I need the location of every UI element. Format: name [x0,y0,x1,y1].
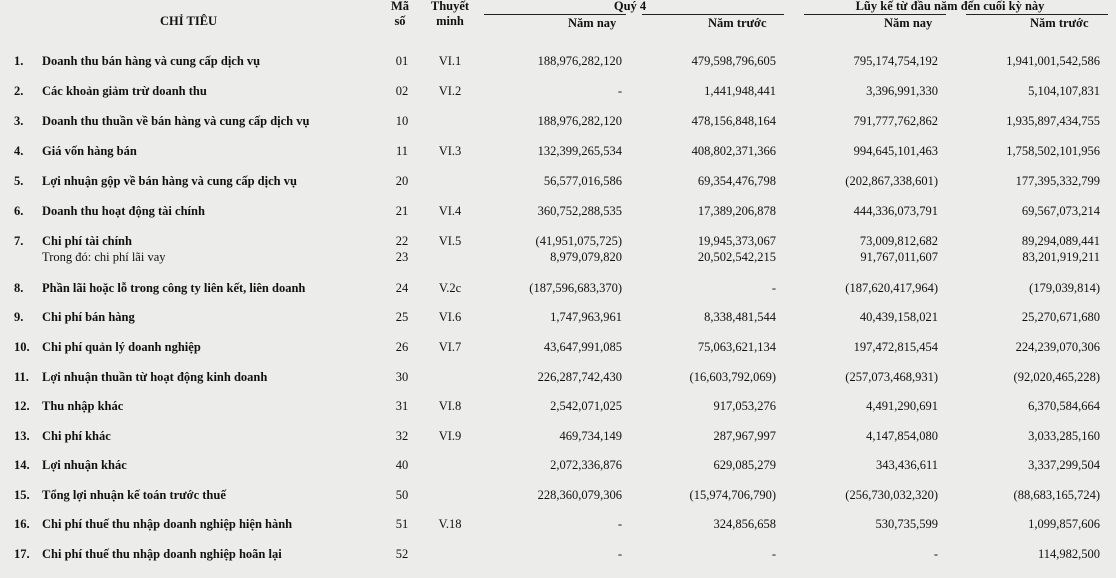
quarter-previous-value: 408,802,371,366 [691,144,776,158]
quarter-current-value: (187,596,683,370) [529,281,622,295]
table-row [0,308,1116,326]
row-number: 8. [14,281,24,295]
table-row [0,486,1116,504]
row-note: VI.6 [438,310,462,324]
row-note: VI.7 [438,340,462,354]
header-q-nam-truoc: Năm trước [708,16,767,30]
table-row [0,202,1116,220]
row-label: Chi phí tài chính [42,234,132,248]
quarter-current-value: 8,979,079,820 [550,250,622,264]
row-code: 26 [395,340,409,354]
row-number: 12. [14,399,30,413]
header-quy: Quý 4 [613,0,647,13]
row-number: 4. [14,144,24,158]
table-row [0,427,1116,445]
ytd-previous-value: 6,370,584,664 [1028,399,1100,413]
row-note: VI.3 [438,144,462,158]
row-label: Chi phí quản lý doanh nghiệp [42,340,201,354]
quarter-previous-value: (16,603,792,069) [689,370,776,384]
header-ytd-nam-nay: Năm nay [884,16,933,30]
ytd-previous-value: (88,683,165,724) [1013,488,1100,502]
row-label: Doanh thu bán hàng và cung cấp dịch vụ [42,54,261,68]
row-number: 11. [14,370,29,384]
ytd-current-value: 994,645,101,463 [853,144,938,158]
ytd-previous-value: 1,099,857,606 [1028,517,1100,531]
ytd-current-value: 197,472,815,454 [853,340,938,354]
ytd-previous-value: 3,033,285,160 [1028,429,1100,443]
row-label: Lợi nhuận gộp về bán hàng và cung cấp dịch vụ [42,174,297,188]
ytd-current-value: 791,777,762,862 [853,114,938,128]
row-code: 51 [395,517,409,531]
row-code: 31 [395,399,409,413]
row-label: Phần lãi hoặc lỗ trong công ty liên kết, liên doanh [42,281,306,295]
quarter-current-value: 2,072,336,876 [550,458,622,472]
row-code: 20 [395,174,409,188]
row-number: 6. [14,204,24,218]
header-q-nam-nay: Năm nay [568,16,617,30]
ytd-current-value: 4,147,854,080 [866,429,938,443]
ytd-previous-value: 69,567,073,214 [1021,204,1100,218]
header-ytd-nam-truoc: Năm trước [1030,16,1089,30]
ytd-previous-value: 25,270,671,680 [1021,310,1100,324]
ytd-previous-value: 224,239,070,306 [1015,340,1100,354]
quarter-current-value: 188,976,282,120 [537,54,622,68]
row-code: 23 [395,250,409,264]
ytd-current-value: (187,620,417,964) [845,281,938,295]
header-underline [484,14,626,15]
header-underline [642,14,784,15]
ytd-current-value: 91,767,011,607 [860,250,938,264]
row-number: 5. [14,174,24,188]
table-row [0,545,1116,563]
row-note: VI.5 [438,234,462,248]
quarter-current-value: 2,542,071,025 [550,399,622,413]
ytd-previous-value: 89,294,089,441 [1021,234,1100,248]
ytd-current-value: 73,009,812,682 [859,234,938,248]
row-number: 3. [14,114,24,128]
header-thuyet-minh-line1: Thuyết [430,0,470,13]
quarter-current-value: - [617,84,622,98]
row-label: Chi phí khác [42,429,111,443]
header-underline [966,14,1108,15]
row-note: VI.2 [438,84,462,98]
quarter-previous-value: 478,156,848,164 [691,114,776,128]
quarter-current-value: 226,287,742,430 [537,370,622,384]
table-row [0,515,1116,533]
row-note: VI.1 [438,54,462,68]
ytd-previous-value: 1,758,502,101,956 [1006,144,1100,158]
row-number: 15. [14,488,30,502]
row-code: 52 [395,547,409,561]
quarter-previous-value: 629,085,279 [713,458,776,472]
row-number: 2. [14,84,24,98]
row-note: V.2c [438,281,462,295]
quarter-previous-value: (15,974,706,790) [689,488,776,502]
table-row [0,52,1116,70]
row-code: 50 [395,488,409,502]
header-luy-ke: Lũy kế từ đầu năm đến cuối kỳ này [855,0,1045,13]
ytd-current-value: 40,439,158,021 [859,310,938,324]
quarter-previous-value: 479,598,796,605 [691,54,776,68]
row-number: 13. [14,429,30,443]
table-row [0,397,1116,415]
table-row [0,172,1116,190]
ytd-current-value: 444,336,073,791 [853,204,938,218]
row-label: Chi phí thuế thu nhập doanh nghiệp hiện hành [42,517,293,531]
row-label: Giá vốn hàng bán [42,144,137,158]
table-row [0,112,1116,130]
table-row [0,142,1116,160]
row-code: 22 [395,234,409,248]
row-label: Trong đó: chi phí lãi vay [42,250,166,264]
ytd-previous-value: (92,020,465,228) [1013,370,1100,384]
quarter-previous-value: 287,967,997 [713,429,776,443]
row-label: Chi phí bán hàng [42,310,135,324]
header-chi-tieu: CHỈ TIÊU [160,14,218,28]
row-code: 02 [395,84,409,98]
ytd-current-value: (257,073,468,931) [845,370,938,384]
row-label: Lợi nhuận khác [42,458,127,472]
ytd-current-value: 3,396,991,330 [866,84,938,98]
ytd-previous-value: 177,395,332,799 [1015,174,1100,188]
header-thuyet-minh [424,0,476,29]
ytd-current-value: 795,174,754,192 [853,54,938,68]
ytd-current-value: 4,491,290,691 [866,399,938,413]
row-code: 30 [395,370,409,384]
header-ma-so-line2: số [394,14,406,28]
ytd-current-value: 530,735,599 [875,517,938,531]
ytd-current-value: (256,730,032,320) [845,488,938,502]
quarter-current-value: 1,747,963,961 [550,310,622,324]
row-code: 25 [395,310,409,324]
quarter-previous-value: 17,389,206,878 [697,204,776,218]
quarter-previous-value: 917,053,276 [713,399,776,413]
table-row [0,338,1116,356]
quarter-previous-value: 1,441,948,441 [704,84,776,98]
ytd-previous-value: 3,337,299,504 [1028,458,1100,472]
ytd-current-value: - [933,547,938,561]
row-label: Lợi nhuận thuần từ hoạt động kinh doanh [42,370,268,384]
quarter-previous-value: 20,502,542,215 [697,250,776,264]
quarter-current-value: 360,752,288,535 [537,204,622,218]
table-row [0,368,1116,386]
quarter-previous-value: 8,338,481,544 [704,310,776,324]
row-number: 17. [14,547,30,561]
ytd-current-value: (202,867,338,601) [845,174,938,188]
header-thuyet-minh-line2: minh [436,14,464,28]
header-ma-so [384,0,416,29]
row-number: 10. [14,340,30,354]
row-code: 32 [395,429,409,443]
row-note: VI.9 [438,429,462,443]
ytd-previous-value: 1,941,001,542,586 [1006,54,1100,68]
row-code: 40 [395,458,409,472]
row-number: 1. [14,54,24,68]
quarter-previous-value: 324,856,658 [713,517,776,531]
ytd-previous-value: (179,039,814) [1029,281,1100,295]
quarter-previous-value: - [771,547,776,561]
row-number: 9. [14,310,24,324]
row-label: Chi phí thuế thu nhập doanh nghiệp hoãn lại [42,547,282,561]
row-number: 7. [14,234,24,248]
table-row [0,279,1116,297]
row-code: 11 [395,144,409,158]
quarter-current-value: - [617,517,622,531]
row-note: VI.4 [438,204,462,218]
quarter-current-value: - [617,547,622,561]
quarter-previous-value: 75,063,621,134 [697,340,776,354]
quarter-current-value: 469,734,149 [559,429,622,443]
row-note: VI.8 [438,399,462,413]
header-ma-so-line1: Mã [390,0,410,13]
row-code: 01 [395,54,409,68]
row-code: 24 [395,281,409,295]
table-row [0,248,1116,266]
row-code: 21 [395,204,409,218]
quarter-previous-value: 19,945,373,067 [697,234,776,248]
ytd-previous-value: 1,935,897,434,755 [1006,114,1100,128]
quarter-previous-value: 69,354,476,798 [697,174,776,188]
ytd-previous-value: 114,982,500 [1037,547,1100,561]
ytd-previous-value: 83,201,919,211 [1022,250,1100,264]
quarter-current-value: 188,976,282,120 [537,114,622,128]
quarter-current-value: 132,399,265,534 [537,144,622,158]
quarter-current-value: 56,577,016,586 [543,174,622,188]
quarter-current-value: 43,647,991,085 [543,340,622,354]
table-row [0,82,1116,100]
row-note: V.18 [438,517,462,531]
row-label: Doanh thu hoạt động tài chính [42,204,205,218]
row-label: Thu nhập khác [42,399,124,413]
row-label: Tổng lợi nhuận kế toán trước thuế [42,488,226,502]
ytd-previous-value: 5,104,107,831 [1028,84,1100,98]
quarter-current-value: (41,951,075,725) [535,234,622,248]
ytd-current-value: 343,436,611 [875,458,938,472]
row-number: 14. [14,458,30,472]
row-label: Các khoản giảm trừ doanh thu [42,84,207,98]
header-underline [804,14,946,15]
quarter-current-value: 228,360,079,306 [537,488,622,502]
row-label: Doanh thu thuần về bán hàng và cung cấp dịch vụ [42,114,310,128]
row-number: 16. [14,517,30,531]
row-code: 10 [395,114,409,128]
quarter-previous-value: - [771,281,776,295]
table-row [0,456,1116,474]
